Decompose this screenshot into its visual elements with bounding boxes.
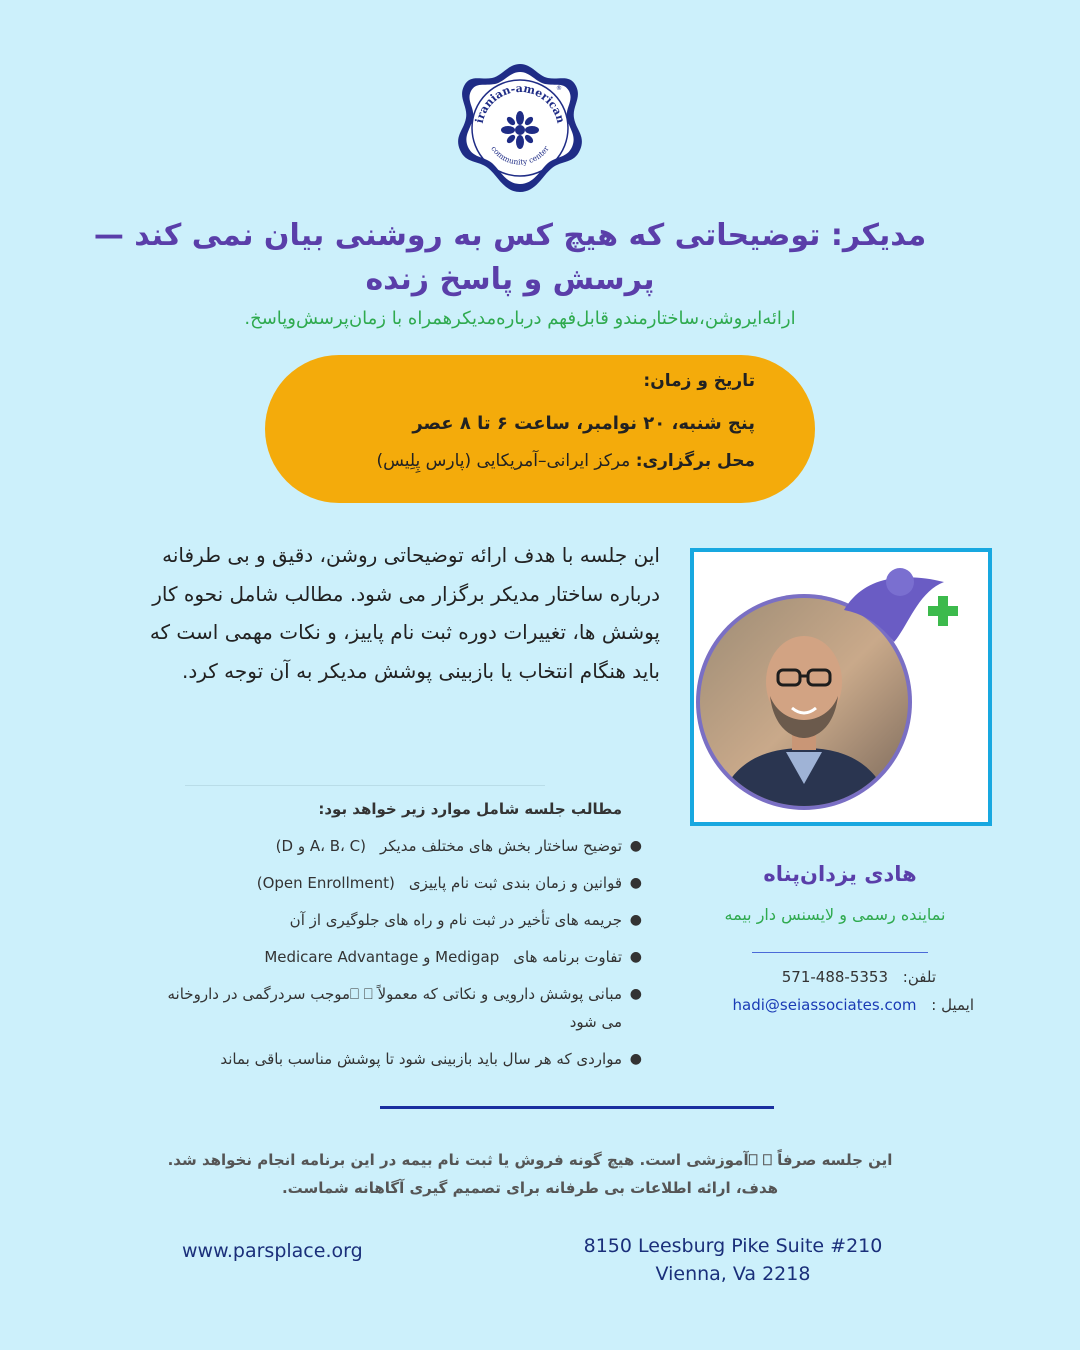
section-divider — [380, 1106, 774, 1109]
subtitle: ارائه‌ایروشن،ساختارمندو قابل‌فهم درباره‌مدیکرهمراه با زمان‌پرسش‌وپاسخ. — [244, 308, 796, 329]
list-item: ● توضیح ساختار بخش های مختلف مدیکر(D و A، B، C) — [150, 832, 650, 860]
list-item: ● مواردی که هر سال باید بازبینی شود تا پوشش مناسب باقی بماند — [150, 1045, 650, 1073]
address-line-1: 8150 Leesburg Pike Suite #210 — [583, 1235, 883, 1257]
bullet-icon: ● — [629, 986, 642, 1002]
website-link[interactable]: www.parsplace.org — [182, 1240, 363, 1262]
email-link[interactable]: hadi@seiassociates.com — [732, 996, 917, 1014]
svg-text:iranian-american: iranian-american — [472, 81, 568, 125]
topics-heading: مطالب جلسه شامل موارد زیر خواهد بود: — [318, 800, 622, 818]
venue-label: محل برگزاری: — [635, 451, 755, 471]
email-label: ایمیل : — [931, 996, 974, 1014]
venue-value: مرکز ایرانی–آمریکایی (پارس پِلِیس) — [376, 451, 631, 471]
speaker-name: هادی یزدان‌پناه — [763, 862, 917, 886]
date-label: تاریخ و زمان: — [643, 371, 755, 391]
speaker-photo-frame — [690, 548, 992, 826]
list-item: ● قوانین و زمان بندی ثبت نام پاییزی(Open Enrollment) — [150, 869, 650, 897]
disclaimer-line-1: این جلسه صرفاً ⎕ ⎕آموزشی است. هیچ گونه فروش یا ثبت نام بیمه در این برنامه انجام نخواهد شد. — [167, 1151, 893, 1169]
disclaimer — [140, 1146, 920, 1202]
phone-number[interactable]: 571-488-5353 — [781, 968, 889, 986]
list-item: ● تفاوت برنامه هایMedicare Advantage و Medigap — [150, 943, 650, 971]
svg-text:community center: community center — [489, 144, 551, 167]
email-row — [700, 996, 974, 1014]
bullet-icon: ● — [629, 912, 642, 928]
date-value: پنج شنبه، ۲۰ نوامبر، ساعت ۶ تا ۸ عصر — [412, 413, 755, 434]
bullet-icon: ● — [629, 1051, 642, 1067]
phone-row — [700, 968, 936, 986]
list-item: ● مبانی پوشش دارویی و نکاتی که معمولاً ⎕ ⎕موجب سردرگمی در داروخانه می شود — [150, 980, 650, 1036]
speaker-photo — [694, 552, 988, 822]
event-details-box — [265, 355, 815, 503]
bullet-icon: ● — [629, 875, 642, 891]
disclaimer-line-2: هدف، ارائه اطلاعات بی طرفانه برای تصمیم گیری آگاهانه شماست. — [281, 1179, 779, 1197]
title-line-1: مدیکر: توضیحاتی که هیچ کس به روشنی بیان نمی کند — — [93, 218, 927, 253]
speaker-divider — [752, 952, 928, 953]
topics-list — [150, 832, 650, 1082]
speaker-role: نماینده رسمی و لایسنس دار بیمه — [724, 905, 946, 924]
svg-text:®: ® — [556, 85, 562, 92]
phone-label: تلفن: — [902, 968, 936, 986]
address-line-2: Vienna, Va 2218 — [655, 1263, 811, 1285]
event-description: این جلسه با هدف ارائه توضیحاتی روشن، دقیق و بی طرفانه درباره ساختار مدیکر برگزار می شود. مطالب شامل نحوه کار پوشش ها، تغییرات دوره ثبت نام پاییز، و نکات مهمی است که باید هنگام انتخاب یا بازبینی پوشش مدیکر به آن توجه کرد. — [149, 543, 660, 683]
venue-line — [305, 451, 755, 471]
page-title — [60, 214, 960, 302]
list-item: ● جریمه های تأخیر در ثبت نام و راه های جلوگیری از آن — [150, 906, 650, 934]
bullet-icon: ● — [629, 949, 642, 965]
title-line-2: پرسش و پاسخ زنده — [365, 262, 655, 297]
iacc-logo — [452, 60, 588, 196]
address — [568, 1232, 898, 1288]
topics-divider — [185, 785, 545, 786]
bullet-icon: ● — [629, 838, 642, 854]
logo-emblem — [452, 60, 588, 196]
